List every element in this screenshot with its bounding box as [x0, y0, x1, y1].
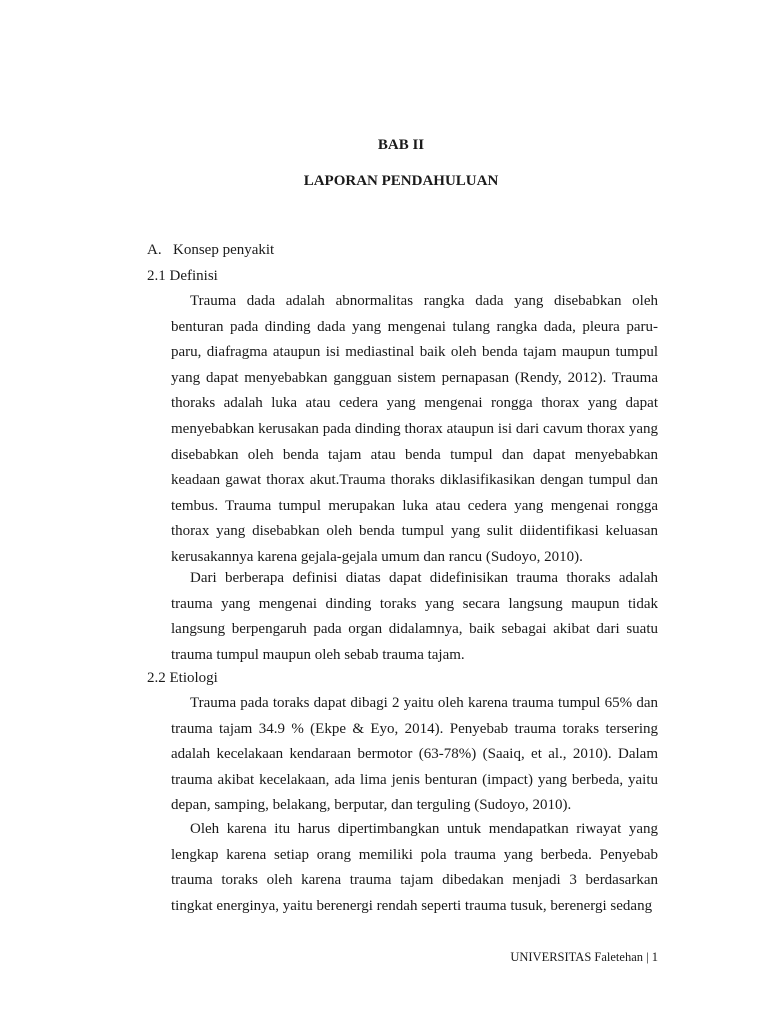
subsection-heading-etiologi: 2.2 Etiologi	[147, 670, 218, 686]
section-letter: A.	[147, 242, 162, 258]
chapter-title: LAPORAN PENDAHULUAN	[303, 173, 499, 189]
section-heading	[147, 242, 274, 259]
chapter-number: BAB II	[377, 137, 425, 153]
paragraph-definisi-2: Dari berberapa definisi diatas dapat didefinisikan trauma thoraks adalah trauma yang mengenai dinding toraks yang secara langsung maupun tidak langsung berpengaruh pada organ didalamnya, baik sebagai akibat dari suatu trauma tumpul maupun oleh sebab trauma tajam.	[171, 570, 658, 663]
paragraph-etiologi-2: Oleh karena itu harus dipertimbangkan untuk mendapatkan riwayat yang lengkap karena setiap orang memiliki pola trauma yang berbeda. Penyebab trauma toraks oleh karena trauma tajam dibedakan menjadi 3 berdasarkan tingkat energinya, yaitu berenergi rendah seperti trauma tusuk, berenergi sedang	[171, 821, 658, 914]
subsection-heading-definisi: 2.1 Definisi	[147, 268, 218, 284]
page-footer: UNIVERSITAS Faletehan | 1	[510, 950, 658, 964]
section-title: Konsep penyakit	[173, 242, 275, 258]
paragraph-definisi-1: Trauma dada adalah abnormalitas rangka dada yang disebabkan oleh benturan pada dinding dada yang mengenai tulang rangka dada, pleura paru-paru, diafragma ataupun isi mediastinal baik oleh benda tajam maupun tumpul yang dapat menyebabkan gangguan sistem pernapasan (Rendy, 2012). Trauma thoraks adalah luka atau cedera yang mengenai rongga thorax yang dapat menyebabkan kerusakan pada dinding thorax ataupun isi dari cavum thorax yang disebabkan oleh benda tajam atau benda tumpul dan dapat menyebabkan keadaan gawat thorax akut.Trauma thoraks diklasifikasikan dengan tumpul dan tembus. Trauma tumpul merupakan luka atau cedera yang mengenai rongga thorax yang disebabkan oleh benda tumpul yang sulit diidentifikasi keluasan kerusakannya karena gejala-gejala umum dan rancu (Sudoyo, 2010).	[171, 293, 658, 565]
paragraph-etiologi-1: Trauma pada toraks dapat dibagi 2 yaitu oleh karena trauma tumpul 65% dan trauma tajam 34.9 % (Ekpe & Eyo, 2014). Penyebab trauma toraks tersering adalah kecelakaan kendaraan bermotor (63-78%) (Saaiq, et al., 2010). Dalam trauma akibat kecelakaan, ada lima jenis benturan (impact) yang berbeda, yaitu depan, samping, belakang, berputar, dan terguling (Sudoyo, 2010).	[171, 695, 658, 814]
